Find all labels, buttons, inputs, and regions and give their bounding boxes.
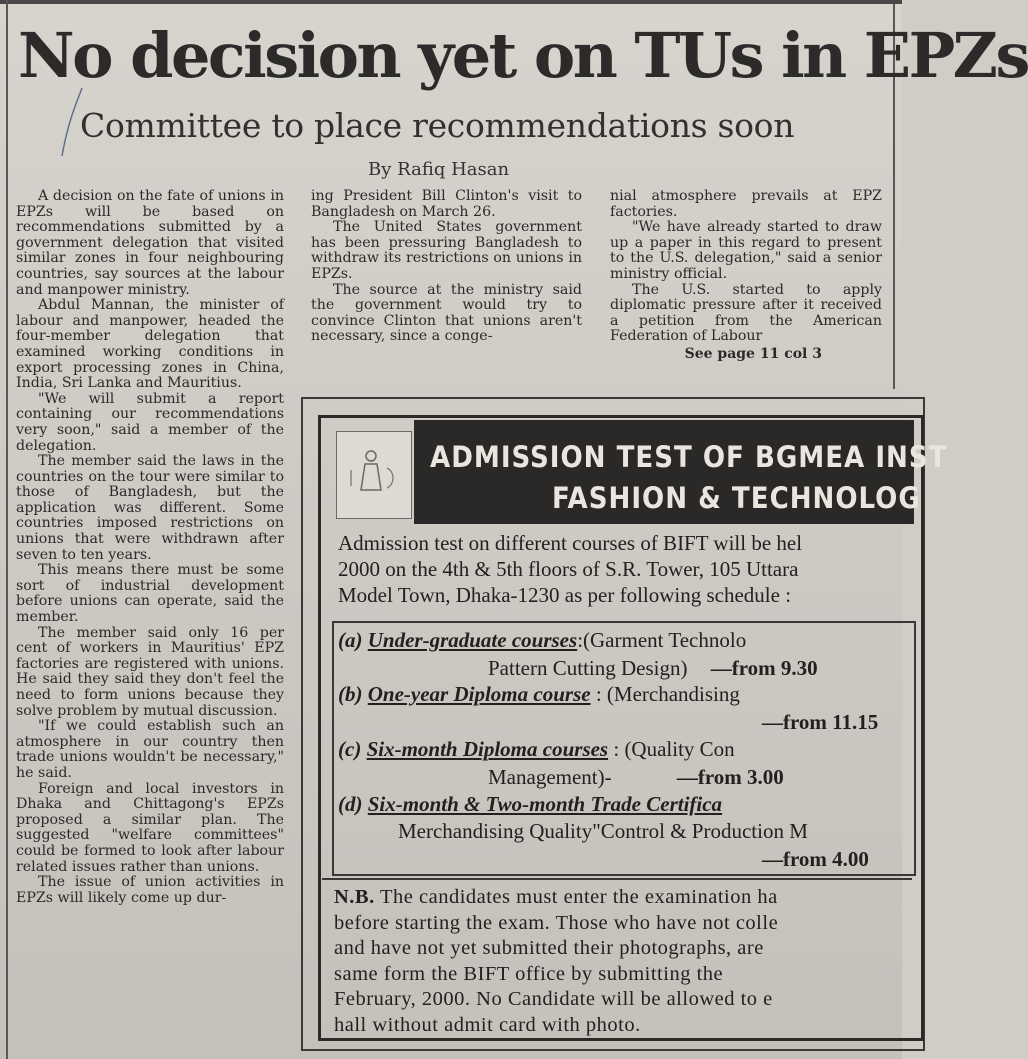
ad-intro [338, 530, 802, 608]
paragraph: "We will submit a report containing our recommendations very soon," said a member of the delegation. [16, 390, 284, 454]
schedule-d-label: (d) [338, 792, 363, 816]
nb-line: and have not yet submitted their photographs, are [334, 937, 764, 959]
ad-intro-line: Admission test on different courses of BIFT will be hel [338, 531, 803, 555]
schedule-d-time: —from 4.00 [762, 847, 869, 871]
schedule-b-title: One-year Diploma course [367, 682, 591, 706]
schedule-c-title: Six-month Diploma courses [366, 737, 609, 761]
schedule-c-course: Management)- [488, 765, 612, 789]
nb-line: before starting the exam. Those who have not colle [334, 911, 779, 934]
paragraph: A decision on the fate of unions in EPZs will be based on recommendations submitted by a government delegation that visited similar zones in four neighbouring countries, say sources at the labour and manpower ministry. [16, 188, 284, 298]
paragraph: Foreign and local investors in Dhaka and Chittagong's EPZs proposed a similar plan. The suggested "welfare committees" could be formed to look after labour related issues rather than unions. [16, 780, 284, 875]
continuation-link[interactable]: See page 11 col 3 [684, 345, 822, 362]
top-rule [0, 0, 902, 4]
nb-line [334, 885, 778, 911]
paragraph: "If we could establish such an atmosphere in our country then trade unions wouldn't be necessary," he said. [16, 718, 284, 781]
schedule-c-line2 [488, 764, 784, 790]
nb-text: The candidates must enter the examination ha [380, 886, 778, 908]
ad-intro-line: 2000 on the 4th & 5th floors of S.R. Tower, 105 Uttara [338, 557, 799, 581]
paragraph: The U.S. started to apply diplomatic pressure after it received a petition from the American Federation of Labour [610, 281, 882, 345]
article-column-1 [16, 189, 284, 906]
article-column-2 [311, 189, 582, 345]
schedule-b-time: —from 11.15 [762, 710, 879, 734]
byline: By Rafiq Hasan [368, 159, 510, 180]
nb-note [334, 885, 778, 1038]
paragraph: ing President Bill Clinton's visit to Bangladesh on March 26. [311, 188, 582, 220]
ad-banner-subtitle: FASHION & TECHNOLOG [552, 481, 921, 515]
schedule-b-label: (b) [338, 682, 363, 706]
paragraph: The member said the laws in the countries on the tour were similar to those of Bangladesh, but the application was different. Some countries imposed restrictions on unions that were withdrawn after seven to ten years. [16, 453, 284, 563]
left-column-rule [6, 0, 8, 1059]
article-column-3 [610, 189, 882, 363]
schedule-d [338, 791, 722, 817]
schedule-c-label: (c) [338, 737, 362, 761]
nb-line: hall without admit card with photo. [334, 1013, 641, 1036]
schedule-a-label: (a) [338, 628, 363, 652]
schedule-c-detail: : (Quality Con [613, 737, 735, 761]
schedule-c [338, 736, 735, 762]
paragraph: The issue of union activities in EPZs will likely come up dur- [16, 874, 284, 906]
headline: No decision yet on TUs in EPZs [18, 19, 1028, 92]
schedule-b-detail: : (Merchandising [595, 682, 740, 706]
schedule-a [338, 627, 746, 653]
paragraph: The source at the ministry said the government would try to convince Clinton that unions aren't necessary, since a conge- [311, 281, 582, 345]
schedule-d-line2: Merchandising Quality"Control & Production M [398, 819, 808, 843]
subheadline: Committee to place recommendations soon [80, 106, 795, 145]
paragraph: This means there must be some sort of industrial development before unions can operate, said the member. [16, 562, 284, 626]
schedule-a-title: Under-graduate courses [367, 628, 578, 652]
schedule-b [338, 681, 740, 707]
bift-logo [336, 431, 412, 519]
ad-intro-line: Model Town, Dhaka-1230 as per following schedule : [338, 583, 792, 607]
schedule-c-time: —from 3.00 [676, 765, 784, 789]
schedule-a-course: Pattern Cutting Design) [488, 656, 688, 680]
ad-banner-title: ADMISSION TEST OF BGMEA INST [430, 440, 948, 474]
paragraph: The United States government has been pressuring Bangladesh to withdraw its restrictions on unions in EPZs. [311, 219, 582, 282]
paragraph: The member said only 16 per cent of workers in Mauritius' EPZ factories are registered with unions. He said they said they don't feel the need to form unions because they solve problem by mutual discussion. [16, 624, 284, 719]
schedule-d-title: Six-month & Two-month Trade Certifica [367, 792, 723, 816]
nb-line: February, 2000. No Candidate will be allowed to e [334, 988, 773, 1010]
schedule-a-detail: :(Garment Technolo [577, 628, 747, 652]
paragraph: nial atmosphere prevails at EPZ factories. [610, 188, 882, 220]
paragraph: "We have already started to draw up a paper in this regard to present to the U.S. delegation," said a senior ministry official. [610, 219, 882, 282]
nb-line: same form the BIFT office by submitting the [334, 962, 724, 985]
schedule-a-line2 [488, 655, 818, 681]
schedule-a-time: —from 9.30 [710, 656, 818, 680]
nb-label: N.B. [334, 886, 375, 908]
bift-logo-icon [337, 432, 411, 518]
paragraph: Abdul Mannan, the minister of labour and manpower, headed the four-member delegation that examined working conditions in export processing zones in China, India, Sri Lanka and Mauritius. [16, 297, 284, 392]
